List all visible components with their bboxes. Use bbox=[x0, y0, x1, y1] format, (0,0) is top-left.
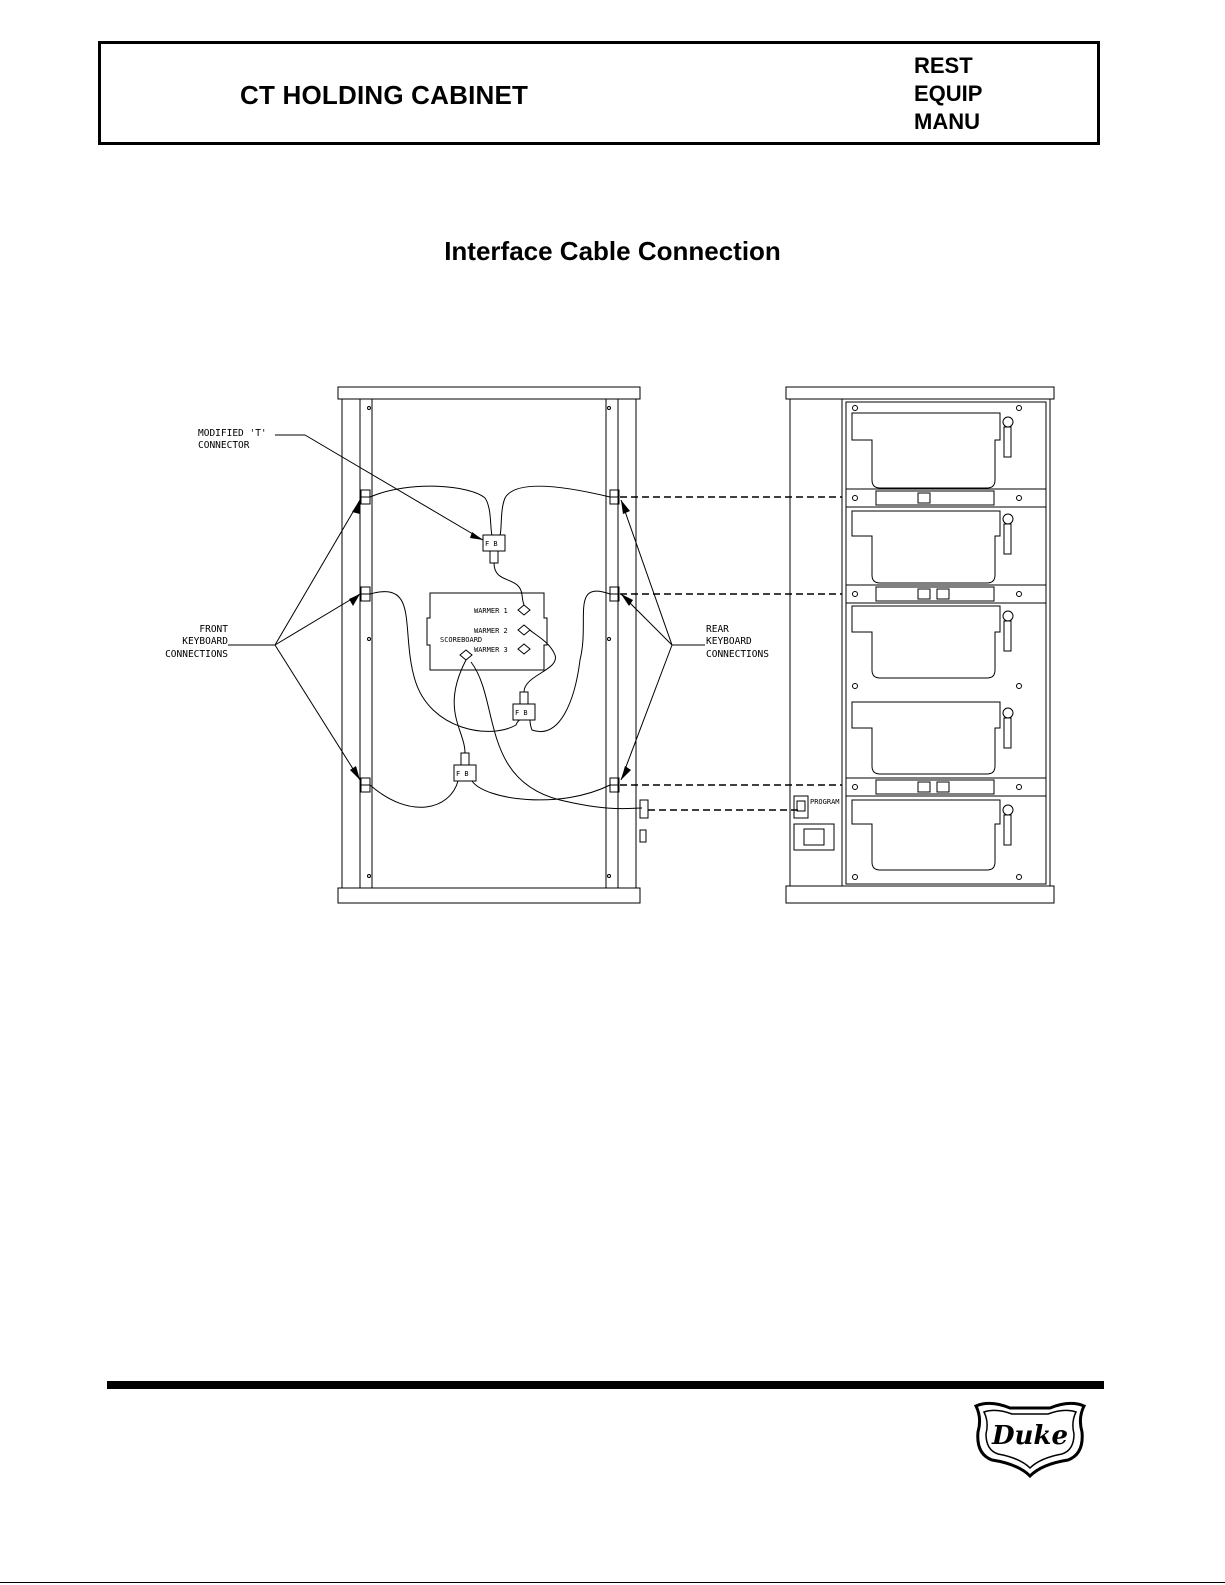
duke-logo bbox=[970, 1398, 1090, 1478]
footer-rule bbox=[107, 1381, 1104, 1389]
front-keyboard-label-line2: KEYBOARD bbox=[182, 636, 228, 647]
header-box bbox=[98, 41, 1100, 145]
page-bottom-rule bbox=[0, 1582, 1225, 1583]
right-cabinet bbox=[786, 387, 1054, 903]
header-codes bbox=[914, 52, 982, 136]
t-connector-top-fb: F B bbox=[485, 540, 498, 548]
interface-cable-diagram bbox=[140, 380, 1070, 910]
page-title: Interface Cable Connection bbox=[444, 236, 781, 266]
scoreboard-label: SCOREBOARD bbox=[440, 636, 483, 644]
warmer-1-label: WARMER 1 bbox=[474, 607, 508, 615]
header-code: EQUIP bbox=[914, 81, 983, 106]
left-cabinet-body bbox=[342, 399, 636, 888]
logo-text: Duke bbox=[991, 1421, 1069, 1451]
t-connector-low-fb: F B bbox=[456, 770, 469, 778]
header-code: MANU bbox=[914, 109, 980, 134]
left-cabinet-bottom bbox=[338, 888, 640, 903]
rear-keyboard-label-line2: KEYBOARD bbox=[706, 636, 752, 647]
header-code: REST bbox=[914, 53, 973, 78]
rear-keyboard-label-line3: CONNECTIONS bbox=[706, 649, 769, 660]
rear-keyboard-label-line1: REAR bbox=[706, 624, 729, 635]
left-cabinet-top bbox=[338, 387, 640, 399]
diagram-svg bbox=[140, 380, 1070, 910]
program-label: PROGRAM bbox=[810, 798, 840, 806]
warmer-2-label: WARMER 2 bbox=[474, 627, 508, 635]
front-keyboard-label-line3: CONNECTIONS bbox=[165, 649, 228, 660]
t-connector-label-line2: CONNECTOR bbox=[198, 440, 250, 451]
document-title: CT HOLDING CABINET bbox=[240, 80, 529, 110]
diagram-labels bbox=[165, 428, 839, 806]
t-connector-label-line1: MODIFIED 'T' bbox=[198, 428, 267, 439]
front-keyboard-jacks bbox=[361, 490, 370, 792]
t-connector-mid-fb: F B bbox=[515, 709, 528, 717]
front-keyboard-label-line1: FRONT bbox=[199, 624, 228, 635]
warmer-3-label: WARMER 3 bbox=[474, 646, 508, 654]
